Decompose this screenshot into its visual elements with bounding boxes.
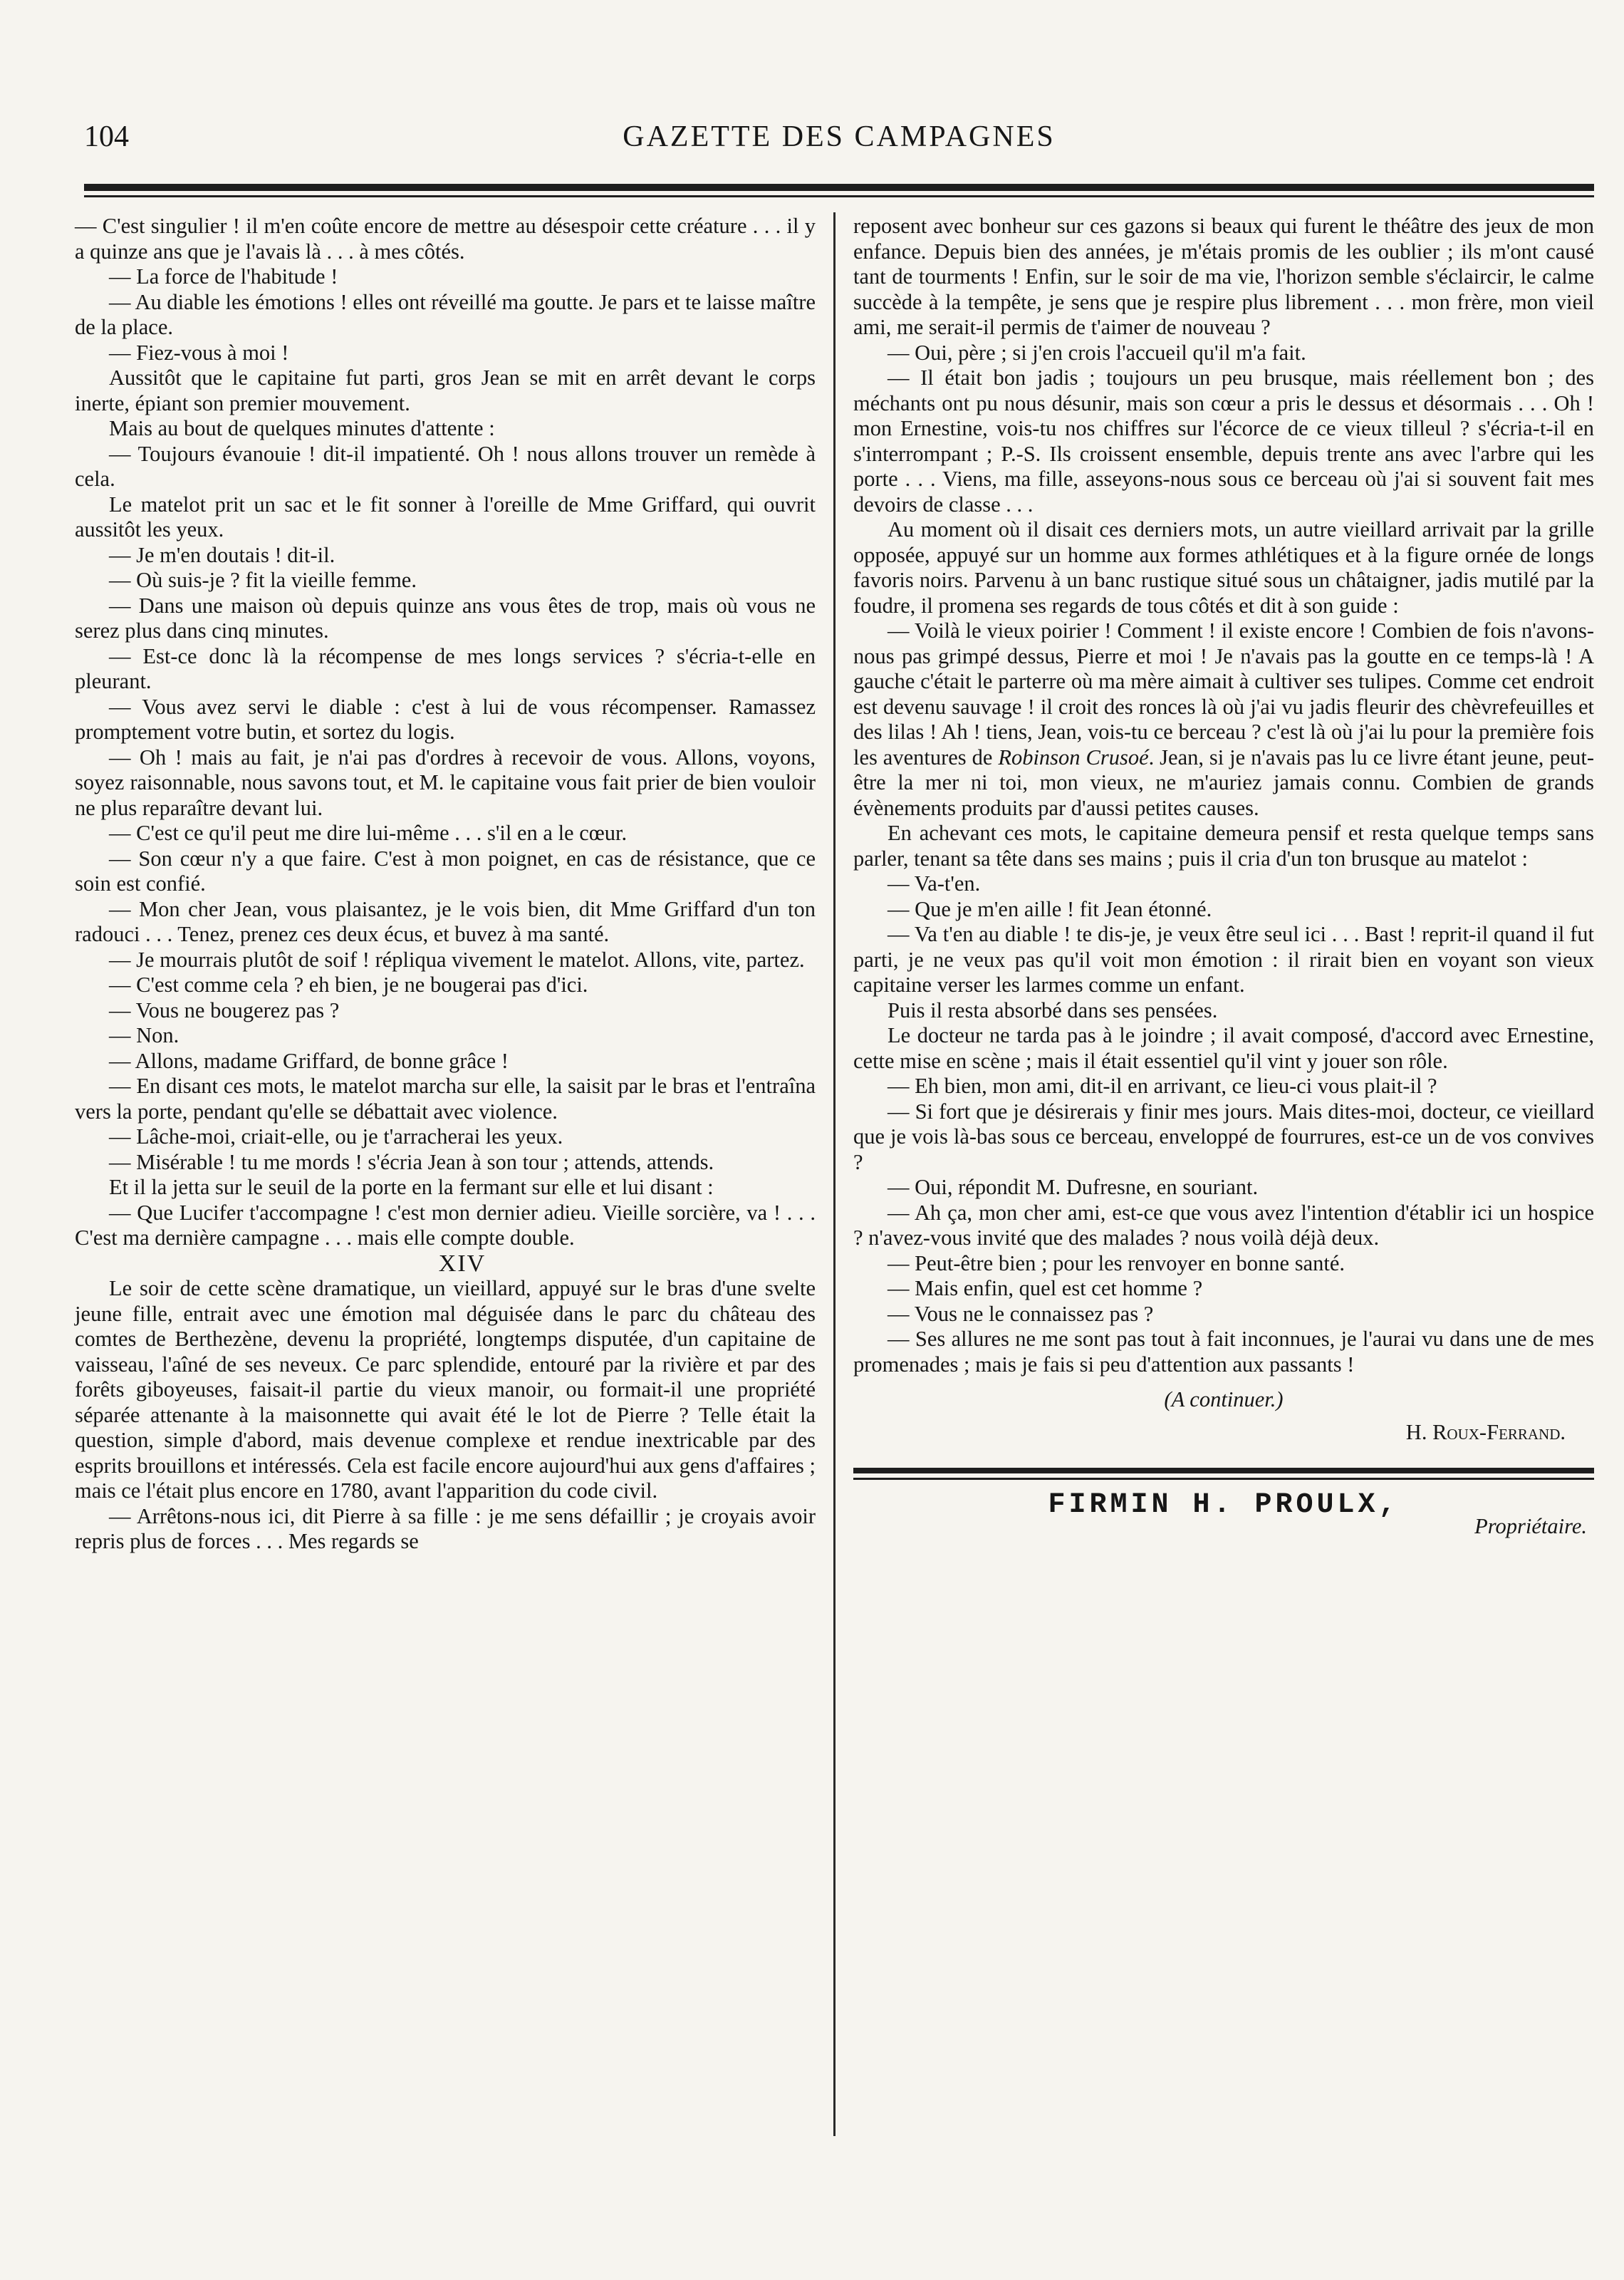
paragraph: — Est-ce donc là la récompense de mes longs services ? s'écria-t-elle en pleurant. (75, 643, 816, 693)
paragraph: — Ses allures ne me sont pas tout à fait inconnues, je l'aurai vu dans une de mes promenades ; mais je fais si peu d'attention aux passants ! (853, 1327, 1594, 1377)
paragraph: — Je mourrais plutôt de soif ! répliqua vivement le matelot. Allons, vite, partez. (109, 947, 805, 972)
paragraph: — C'est singulier ! il m'en coûte encore de mettre au désespoir cette créature . . . il y a quinze ans que je l'avais là . . . à mes côtés. (75, 214, 816, 264)
right-column (853, 214, 1594, 1539)
paragraph: — Oui, répondit M. Dufresne, en souriant. (888, 1175, 1259, 1199)
author-signature: H. Roux-Ferrand. (1405, 1419, 1566, 1444)
paragraph: Le docteur ne tarda pas à le joindre ; il avait composé, d'accord avec Ernestine, cette mise en scène ; mais il était essentiel qu'il vint y jouer son rôle. (853, 1023, 1594, 1073)
paragraph: — Vous avez servi le diable : c'est à lui de vous récompenser. Ramassez promptement votre butin, et sortez du logis. (75, 694, 816, 744)
paragraph: — Où suis-je ? fit la vieille femme. (109, 568, 417, 592)
paragraph: — Oui, père ; si j'en crois l'accueil qu'il m'a fait. (888, 340, 1306, 365)
paragraph: — Ah ça, mon cher ami, est-ce que vous avez l'intention d'établir ici un hospice ? n'avez-vous invité que des malades ? nous voilà déjà deux. (853, 1200, 1594, 1250)
paragraph: — Mais enfin, quel est cet homme ? (888, 1276, 1203, 1300)
paragraph: — Vous ne bougerez pas ? (109, 998, 340, 1022)
page-header (84, 120, 1594, 170)
paragraph: reposent avec bonheur sur ces gazons si beaux qui furent le théâtre des jeux de mon enfance. Depuis bien des années, je m'étais promis de les oublier ; ils m'ont causé tant de tourments ! Enfin, sur le soir de ma vie, l'horizon semble s'éclaircir, le calme succède à la tempête, je sens que je respire plus librement . . . mon frère, mon vieil ami, me serait-il permis de t'aimer de nouveau ? (853, 214, 1594, 339)
paragraph: En achevant ces mots, le capitaine demeura pensif et resta quelque temps sans parler, tenant sa tête dans ses mains ; puis il cria d'un ton brusque au matelot : (853, 821, 1594, 871)
paragraph: — Que je m'en aille ! fit Jean étonné. (888, 896, 1212, 921)
paragraph: — Si fort que je désirerais y finir mes jours. Mais dites-moi, docteur, ce vieillard que je vois là-bas sous ce berceau, enveloppé de fourrures, est-ce un de vos convives ? (853, 1099, 1594, 1174)
paragraph: Et il la jetta sur le seuil de la porte en la fermant sur elle et lui disant : (109, 1175, 714, 1199)
proprietor-title: Propriétaire. (1474, 1513, 1587, 1538)
footer-rule-thin (853, 1478, 1594, 1480)
paragraph: — Peut-être bien ; pour les renvoyer en bonne santé. (888, 1250, 1345, 1275)
paragraph: — Mon cher Jean, vous plaisantez, je le vois bien, dit Mme Griffard d'un ton radouci . . . Tenez, prenez ces deux écus, et buvez à ma santé. (75, 896, 816, 946)
header-rule-thick (84, 184, 1594, 191)
paragraph-with-book-title (853, 618, 1594, 821)
paragraph: Aussitôt que le capitaine fut parti, gros Jean se mit en arrêt devant le corps inerte, épiant son premier mouvement. (75, 366, 816, 415)
paragraph: — Arrêtons-nous ici, dit Pierre à sa fille : je me sens défaillir ; je croyais avoir repris plus de forces . . . Mes regards se (75, 1503, 816, 1553)
paragraph: — La force de l'habitude ! (109, 264, 338, 289)
page-number: 104 (84, 120, 129, 153)
proprietor-name: FIRMIN H. PROULX, (1048, 1489, 1400, 1521)
paragraph: — Au diable les émotions ! elles ont réveillé ma goutte. Je pars et te laisse maître de la place. (75, 289, 816, 339)
paragraph: — C'est comme cela ? eh bien, je ne bougerai pas d'ici. (109, 973, 588, 997)
paragraph: Mais au bout de quelques minutes d'attente : (109, 416, 495, 440)
paragraph: — Je m'en doutais ! dit-il. (109, 542, 335, 567)
paragraph: Puis il resta absorbé dans ses pensées. (888, 998, 1218, 1022)
gazette-title: GAZETTE DES CAMPAGNES (623, 120, 1056, 153)
chapter-heading: XIV (438, 1250, 486, 1277)
paragraph: — Eh bien, mon ami, dit-il en arrivant, ce lieu-ci vous plait-il ? (888, 1074, 1437, 1098)
paragraph-text: . Jean, si je n'avais pas lu ce livre étant jeune, peut-être la mer ni toi, mon vieux, ne m'auriez jamais connu. Combien de grands évènements produits par d'aussi petites causes. (853, 745, 1595, 820)
left-column (75, 214, 816, 1555)
paragraph: Au moment où il disait ces derniers mots, un autre vieillard arrivait par la grille opposée, appuyé sur un homme aux formes athlétiques et à la figure ornée de longs favoris noirs. Parvenu à un banc rustique situé sous un châtaigner, jadis mutilé par la foudre, il promena ses regards de tous côtés et dit à son guide : (853, 517, 1594, 618)
paragraph: Le soir de cette scène dramatique, un vieillard, appuyé sur le bras d'une svelte jeune fille, entrait avec une émotion mal déguisée dans le parc du château des comtes de Berthezène, devenu la propriété, longtemps disputée, d'un capitaine de vaisseau, l'aîné de ses neveux. Ce parc splendide, entouré par la rivière et par des forêts giboyeuses, faisait-il partie du vieux manoir, ou formait-il une propriété séparée attenante à la maisonnette qui avait été le lot de Pierre ? Telle était la question, simple d'abord, mais devenue complexe et rendue inextricable par des esprits brouillons et intéressés. Cela est facile encore aujourd'hui aux gens d'affaires ; mais ce l'était plus encore en 1780, avant l'apparition du code civil. (75, 1276, 816, 1503)
paragraph-text: — Voilà le vieux poirier ! Comment ! il existe encore ! Combien de fois n'avons-nous pas grimpé dessus, Pierre et moi ! Je n'avais pas la goutte en ce temps-là ! A gauche c'était le parterre où ma mère aimait à cultiver ses tulipes. Comme cet endroit est devenu sauvage ! il croit des ronces là où j'ai vu jadis fleurir des chèvrefeuilles et des lilas ! Ah ! tiens, Jean, vois-tu ce berceau ? c'est là où j'ai lu pour la première fois les aventures de (853, 618, 1594, 770)
paragraph: — Va-t'en. (888, 871, 981, 896)
paragraph: — Va t'en au diable ! te dis-je, je veux être seul ici . . . Bast ! reprit-il quand il fut parti, je ne veux pas qu'il voit mon émotion : il rirait bien en voyant son vieux capitaine verser les larmes comme un enfant. (853, 922, 1594, 997)
paragraph: Le matelot prit un sac et le fit sonner à l'oreille de Mme Griffard, qui ouvrit aussitôt les yeux. (75, 492, 816, 542)
paragraph: — Son cœur n'y a que faire. C'est à mon poignet, en cas de résistance, que ce soin est confié. (75, 846, 816, 896)
paragraph: — Toujours évanouie ! dit-il impatienté. Oh ! nous allons trouver un remède à cela. (75, 441, 816, 491)
paragraph: — Misérable ! tu me mords ! s'écria Jean à son tour ; attends, attends. (109, 1149, 714, 1174)
paragraph: — Vous ne le connaissez pas ? (888, 1301, 1154, 1326)
paragraph: — Il était bon jadis ; toujours un peu brusque, mais réellement bon ; des méchants ont pu nous désunir, mais son cœur a pris le dessus et désormais . . . Oh ! mon Ernestine, vois-tu nos chiffres sur l'écorce de ce vieux tilleul ? s'écria-t-il en s'interrompant ; P.-S. Ils croissent ensemble, depuis trente ans avec l'arbre qui les porte . . . Viens, ma fille, asseyons-nous sous ce berceau où j'ai si souvent fait mes devoirs de classe . . . (853, 366, 1594, 517)
header-rule-thin (84, 195, 1594, 197)
paragraph: — En disant ces mots, le matelot marcha sur elle, la saisit par le bras et l'entraîna vers la porte, pendant qu'elle se débattait avec violence. (75, 1074, 816, 1124)
paragraph: — Non. (109, 1023, 179, 1047)
paragraph: — Dans une maison où depuis quinze ans vous êtes de trop, mais où vous ne serez plus dans cinq minutes. (75, 593, 816, 643)
paragraph: — Allons, madame Griffard, de bonne grâce ! (109, 1048, 509, 1073)
to-be-continued: (A continuer.) (1164, 1387, 1284, 1411)
book-title: Robinson Crusoé (998, 745, 1149, 770)
paragraph: — Fiez-vous à moi ! (109, 340, 289, 365)
paragraph: — Que Lucifer t'accompagne ! c'est mon dernier adieu. Vieille sorcière, va ! . . . C'est ma dernière campagne . . . mais elle compte double. (75, 1200, 816, 1250)
footer-rule-thick (853, 1468, 1594, 1473)
paragraph: — C'est ce qu'il peut me dire lui-même . . . s'il en a le cœur. (109, 821, 628, 845)
paragraph: — Oh ! mais au fait, je n'ai pas d'ordres à recevoir de vous. Allons, voyons, soyez raisonnable, nous savons tout, et M. le capitaine vous fait prier de bien vouloir ne plus reparaître devant lui. (75, 745, 816, 820)
column-divider (833, 212, 836, 2136)
paragraph: — Lâche-moi, criait-elle, ou je t'arracherai les yeux. (109, 1124, 563, 1149)
